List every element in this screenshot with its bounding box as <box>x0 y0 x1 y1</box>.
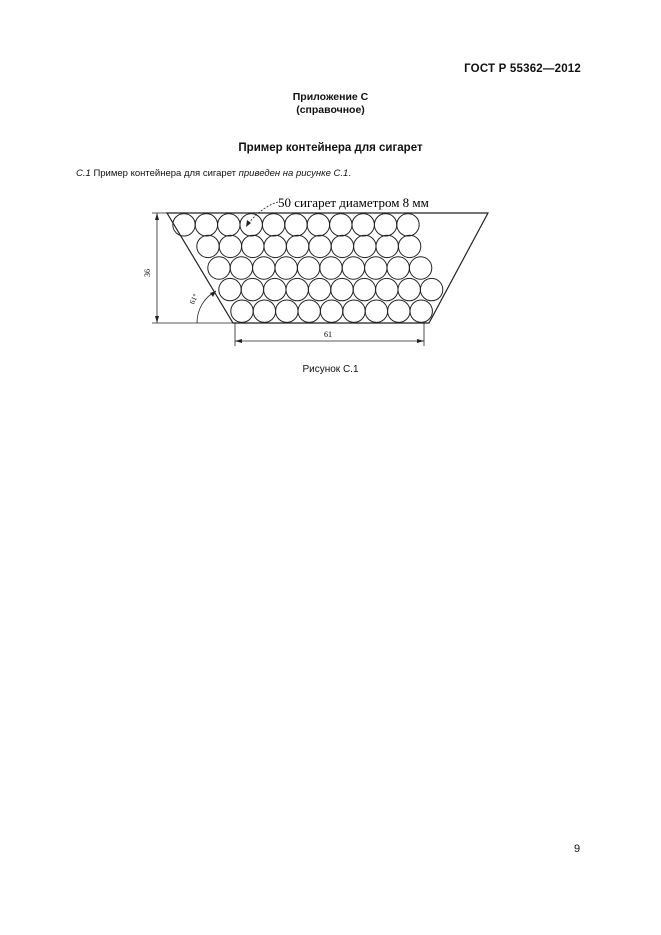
cigarette-circle <box>354 235 376 257</box>
cigarette-circle <box>365 300 387 322</box>
cigarette-circle <box>262 214 284 236</box>
cigarette-circle <box>376 235 398 257</box>
cigarette-circle <box>275 257 297 279</box>
width-arrow-left <box>235 339 242 343</box>
cigarette-circle <box>286 278 308 300</box>
width-arrow-right <box>417 339 424 343</box>
height-arrow-top <box>155 213 159 220</box>
cigarette-circle <box>240 214 262 236</box>
paragraph-text: Пример контейнера для сигарет <box>93 168 237 179</box>
cigarette-circle <box>286 235 308 257</box>
angle-label: 61° <box>187 292 201 306</box>
cigarette-circle <box>410 300 432 322</box>
figure-caption: Рисунок С.1 <box>302 364 359 375</box>
container-outline <box>167 213 488 323</box>
cigarette-circle <box>352 214 374 236</box>
cigarette-circle <box>173 214 195 236</box>
cigarette-circle <box>420 278 442 300</box>
annex-subtitle: (справочное) <box>296 104 365 116</box>
cigarette-circle <box>308 278 330 300</box>
callout-text: 50 сигарет диаметром 8 мм <box>278 195 429 210</box>
cigarette-circle <box>307 214 329 236</box>
cigarette-circle <box>231 300 253 322</box>
cigarette-circle <box>242 235 264 257</box>
width-label: 61 <box>324 330 332 339</box>
cigarette-circle <box>298 300 320 322</box>
cigarette-circle <box>353 278 375 300</box>
cigarette-circles <box>173 214 443 323</box>
height-label: 36 <box>143 269 152 277</box>
cigarette-circle <box>387 257 409 279</box>
cigarette-circle <box>285 214 307 236</box>
cigarette-circle <box>218 214 240 236</box>
cigarette-circle <box>342 257 364 279</box>
cigarette-circle <box>241 278 263 300</box>
cigarette-circle <box>343 300 365 322</box>
cigarette-circle <box>398 235 420 257</box>
cigarette-circle <box>264 235 286 257</box>
cigarette-circle <box>376 278 398 300</box>
cigarette-circle <box>374 214 396 236</box>
cigarette-circle <box>320 257 342 279</box>
section-title: Пример контейнера для сигарет <box>238 142 423 154</box>
cigarette-circle <box>309 235 331 257</box>
standard-number: ГОСТ Р 55362—2012 <box>464 63 581 75</box>
paragraph-figure-ref: приведен на рисунке С.1 <box>238 168 349 179</box>
cigarette-circle <box>331 278 353 300</box>
cigarette-circle <box>388 300 410 322</box>
paragraph-c1 <box>76 168 351 179</box>
cigarette-circle <box>208 257 230 279</box>
cigarette-circle <box>230 257 252 279</box>
paragraph-number: С.1 <box>76 168 91 179</box>
cigarette-circle <box>276 300 298 322</box>
cigarette-circle <box>320 300 342 322</box>
height-arrow-bottom <box>155 316 159 323</box>
annex-heading <box>0 91 661 117</box>
cigarette-circle <box>219 278 241 300</box>
cigarette-circle <box>330 214 352 236</box>
cigarette-circle <box>331 235 353 257</box>
paragraph-end: . <box>348 168 351 179</box>
annex-title: Приложение С <box>292 91 369 103</box>
cigarette-circle <box>409 257 431 279</box>
page-number: 9 <box>574 843 581 855</box>
cigarette-circle <box>197 235 219 257</box>
cigarette-circle <box>397 214 419 236</box>
cigarette-circle <box>195 214 217 236</box>
container-figure <box>120 190 500 350</box>
cigarette-circle <box>264 278 286 300</box>
callout-arrow <box>246 220 251 227</box>
cigarette-circle <box>398 278 420 300</box>
cigarette-circle <box>253 300 275 322</box>
cigarette-circle <box>365 257 387 279</box>
cigarette-circle <box>219 235 241 257</box>
cigarette-circle <box>297 257 319 279</box>
cigarette-circle <box>253 257 275 279</box>
